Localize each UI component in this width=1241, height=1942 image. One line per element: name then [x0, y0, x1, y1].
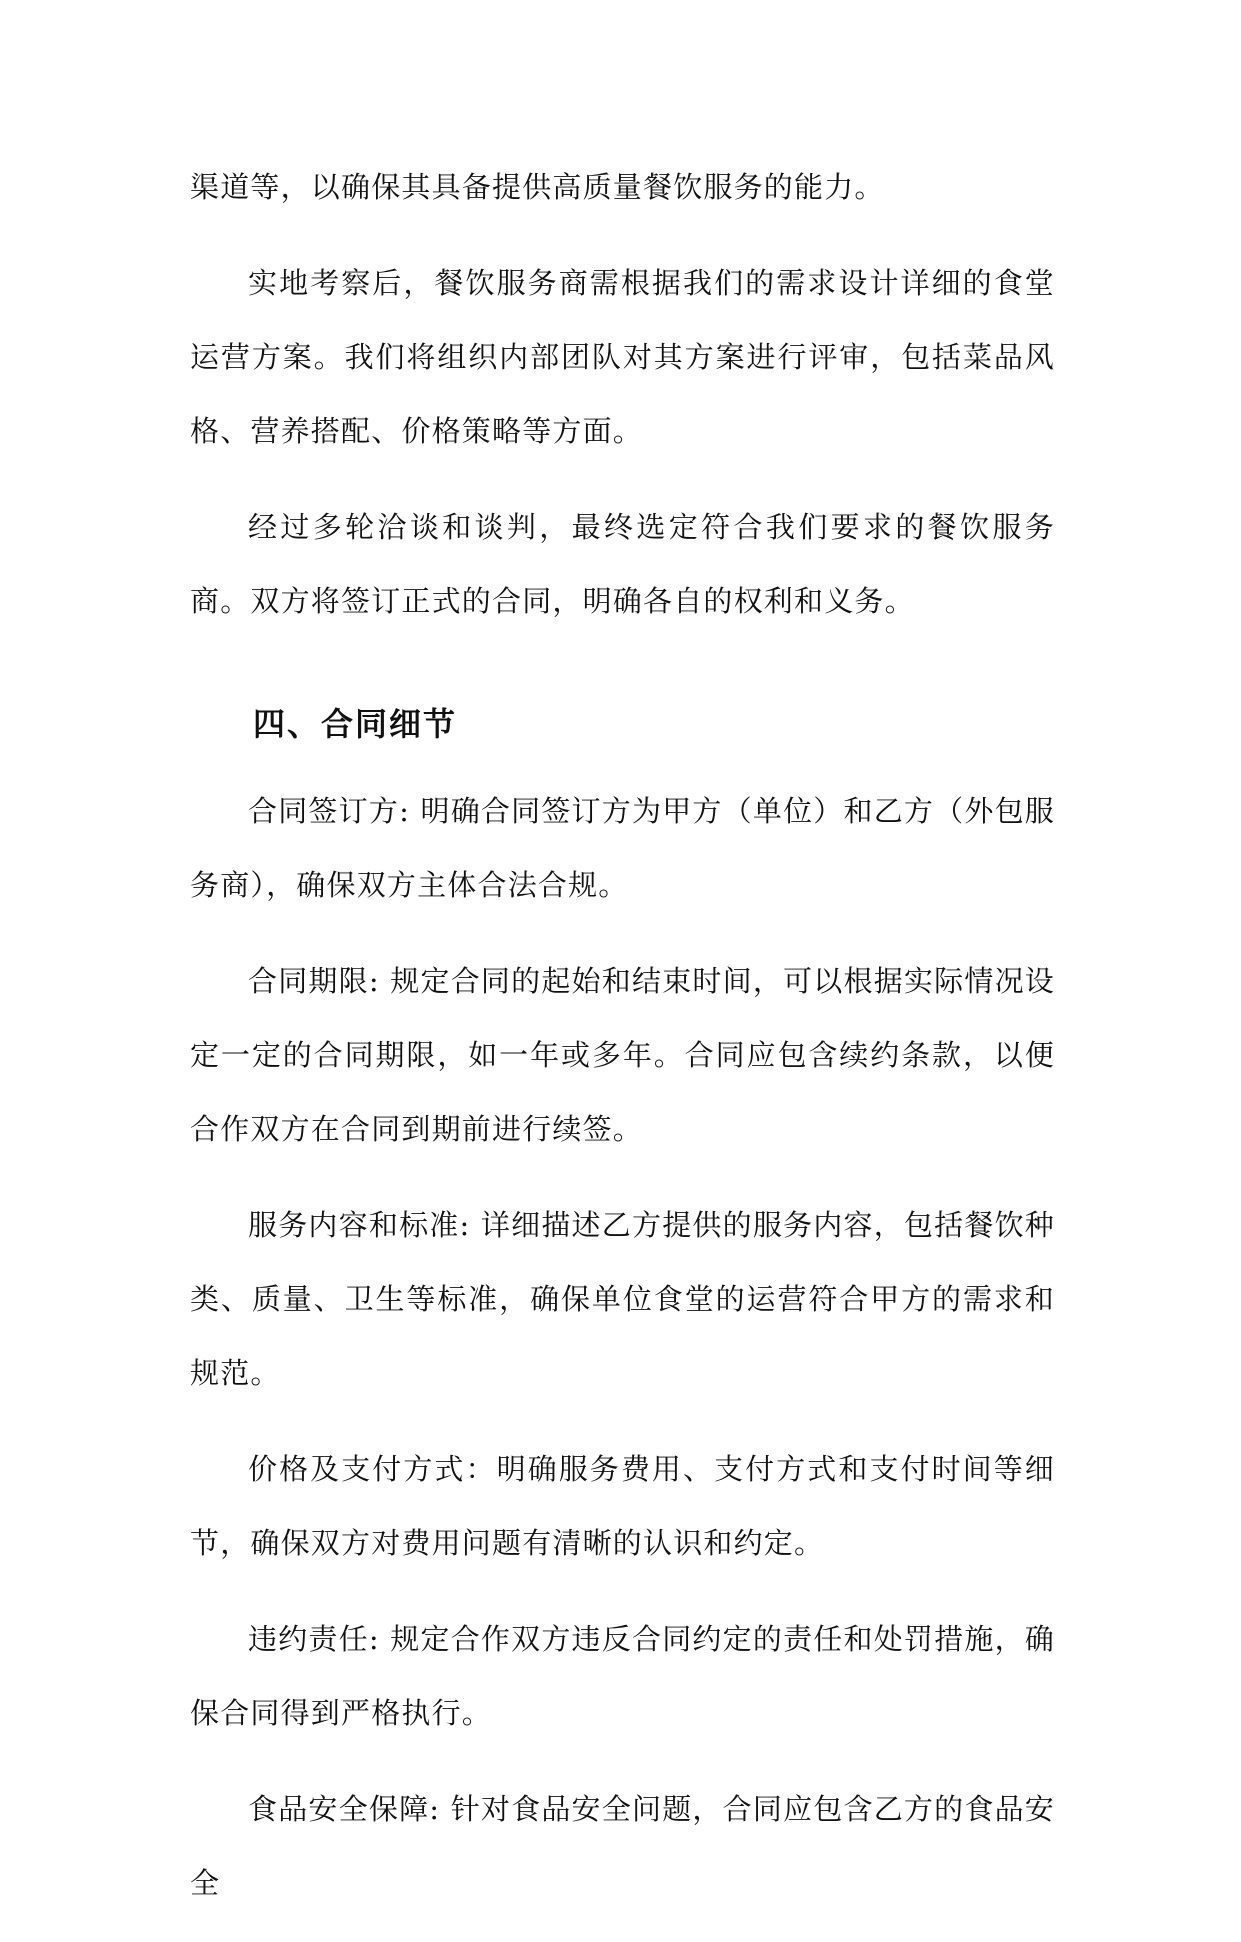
paragraph-continued: 渠道等，以确保其具备提供高质量餐饮服务的能力。 [190, 170, 885, 204]
paragraph-breach-liability: 违约责任: 规定合作双方违反合同约定的责任和处罚措施，确保合同得到严格执行。 [190, 1622, 1055, 1730]
document-body [190, 150, 1055, 1942]
paragraph-food-safety: 食品安全保障: 针对食品安全问题，合同应包含乙方的食品安全 [190, 1792, 1055, 1900]
section-heading-contract-details: 四、合同细节 [253, 705, 458, 743]
paragraph-site-inspection: 实地考察后，餐饮服务商需根据我们的需求设计详细的食堂运营方案。我们将组织内部团队对其方案进行评审，包括菜品风格、营养搭配、价格策略等方面。 [190, 266, 1055, 448]
paragraph-contract-term: 合同期限: 规定合同的起始和结束时间，可以根据实际情况设定一定的合同期限，如一年或多年。合同应包含续约条款，以便合作双方在合同到期前进行续签。 [190, 964, 1055, 1146]
paragraph-contract-parties: 合同签订方: 明确合同签订方为甲方（单位）和乙方（外包服务商），确保双方主体合法合规。 [190, 794, 1055, 902]
paragraph-service-content: 服务内容和标准: 详细描述乙方提供的服务内容，包括餐饮种类、质量、卫生等标准，确保单位食堂的运营符合甲方的需求和规范。 [190, 1208, 1055, 1390]
paragraph-price-payment: 价格及支付方式：明确服务费用、支付方式和支付时间等细节，确保双方对费用问题有清晰的认识和约定。 [190, 1452, 1055, 1560]
paragraph-negotiation: 经过多轮洽谈和谈判，最终选定符合我们要求的餐饮服务商。双方将签订正式的合同，明确各自的权利和义务。 [190, 510, 1055, 618]
